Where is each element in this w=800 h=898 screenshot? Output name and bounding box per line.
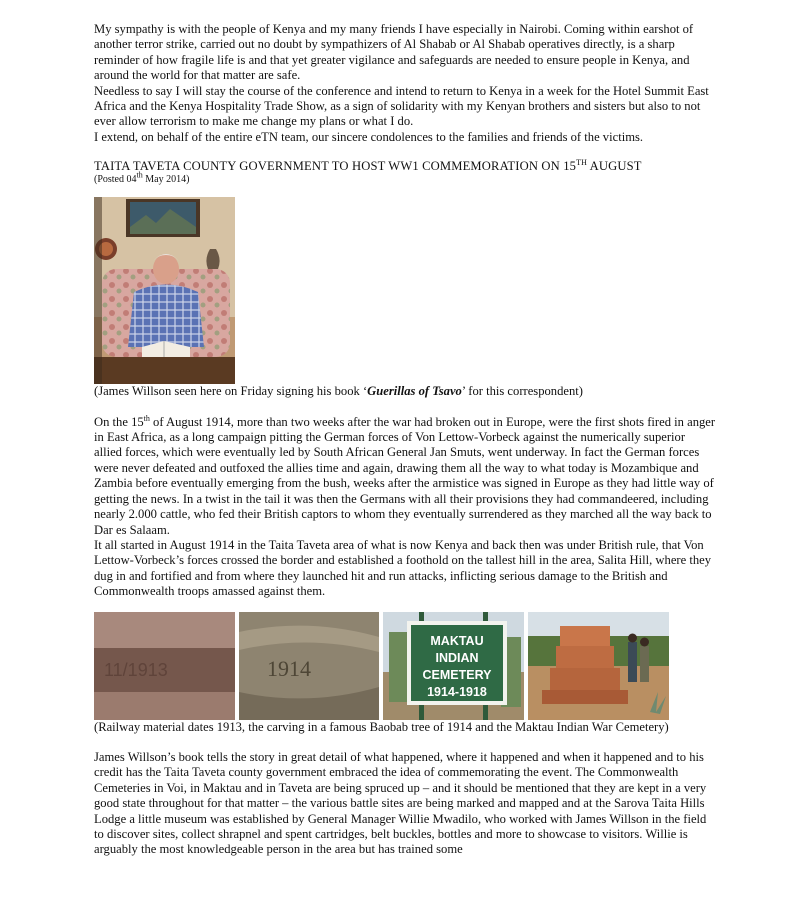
para1-pre: On the 15 [94, 414, 144, 429]
heading-text-end: AUGUST [587, 159, 642, 174]
posted-date [94, 170, 716, 186]
heading-text: TAITA TAVETA COUNTY GOVERNMENT TO HOST WW1 COMMEMORATION ON 15 [94, 159, 577, 174]
document-page [94, 22, 716, 858]
sign-line-2: INDIAN [435, 650, 479, 665]
intro-paragraph-2: Needless to say I will stay the course of the conference and intend to return to Kenya in a week for the Hotel Summit East Africa and the Kenya Hospitality Trade Show, as a sign of solidarity with my Kenyan brothers and sisters but also to not ever allow terrorism to make me change my plans or what I do. [94, 83, 709, 129]
carving-year-text: 1914 [267, 655, 311, 681]
article-paragraph-1 [94, 415, 716, 538]
intro-paragraph-3: I extend, on behalf of the entire eTN team, our sincere condolences to the families and friends of the victims. [94, 129, 644, 144]
sign-line-1: MAKTAU [430, 633, 484, 648]
photo-cemetery-monument [528, 612, 669, 720]
photo-james-willson [94, 197, 235, 384]
caption1-pre: (James Willson seen here on Friday signing his book ‘ [94, 384, 368, 399]
article-paragraph-2: It all started in August 1914 in the Taita Taveta area of what is now Kenya and back then was under British rule, that Von Lettow-Vorbeck’s forces crossed the border and established a foothold on the tallest hill in the area, Salita Hill, where they dug in and fortified and from where they launched hit and run attacks, inflicting serious damage to the British and Commonwealth troops amassed against them. [94, 537, 712, 599]
caption1-book-title: Guerillas of Tsavo [367, 384, 462, 399]
posted-post: May 2014) [142, 174, 190, 186]
photo-cemetery-sign [383, 612, 524, 720]
photo-baobab-carving [239, 612, 379, 720]
photo-railway-material [94, 612, 235, 720]
article-heading [94, 159, 716, 174]
intro-paragraph-1: My sympathy is with the people of Kenya and my many friends I have especially in Nairobi. Coming within earshot of another terror strike, carried out no doubt by sympathizers of Al Shabab or Al Shabab operatives directly, is a sharp reminder of how fragile life is and that yet greater vigilance and safeguards are needed to ensure people in Kenya, and around the world for that matter are safe. [94, 22, 694, 83]
sign-line-4: 1914-1918 [427, 684, 487, 699]
caption1-post: ’ for this correspondent) [461, 384, 583, 399]
photo-strip [94, 612, 716, 720]
photo-caption-1 [94, 384, 716, 399]
posted-pre: (Posted 04 [94, 174, 137, 186]
photo-illustration [94, 197, 235, 384]
para1-post: of August 1914, more than two weeks after the war had broken out in Europe, were the first shots fired in anger in East Africa, as a long campaign pitting the German forces of Von Lettow-Vorbeck against the numerically superior allied forces, which were eventually led by South African General Jan Smuts, went underway. In fact the German forces were never defeated and outfoxed the allies time and again, drawing them all the way to what today is Mozambique and Zambia before eventually emerging from the bush, weeks after the armistice was signed in Europe as they had little way of getting the news. In a twist in the tail it was then the Germans with all their provisions they had commandeered, including nearly 2.000 cattle, who fed their British captors to whom they eventually surrendered as they marched all the way back to Dar es Salaam. [94, 414, 716, 537]
rail-date-text: 11/1913 [104, 659, 168, 680]
sign-line-3: CEMETERY [422, 667, 492, 682]
photo-caption-2: (Railway material dates 1913, the carving in a famous Baobab tree of 1914 and the Maktau Indian War Cemetery) [94, 719, 669, 734]
posted-sup: th [136, 170, 143, 180]
heading-superscript: TH [576, 158, 588, 168]
article-paragraph-3: James Willson’s book tells the story in great detail of what happened, where it happened and when it happened and to his credit has the Taita Taveta county government embraced the idea of commemorating the event. The Commonwealth Cemeteries in Voi, in Maktau and in Taveta are being spruced up – and it should be mentioned that they are kept in a very good state throughout for that matter – the various battle sites are being marked and mapped and at the Sarova Taita Hills Lodge a little museum was established by General Manager Willie Mwadilo, who worked with James Willson in the field to discover sites, collect shrapnel and spent cartridges, belt buckles, bottles and more to showcase to visitors. Willie is arguably the most knowledgeable person in the area but has trained some [94, 749, 707, 857]
para1-sup: th [143, 413, 150, 423]
